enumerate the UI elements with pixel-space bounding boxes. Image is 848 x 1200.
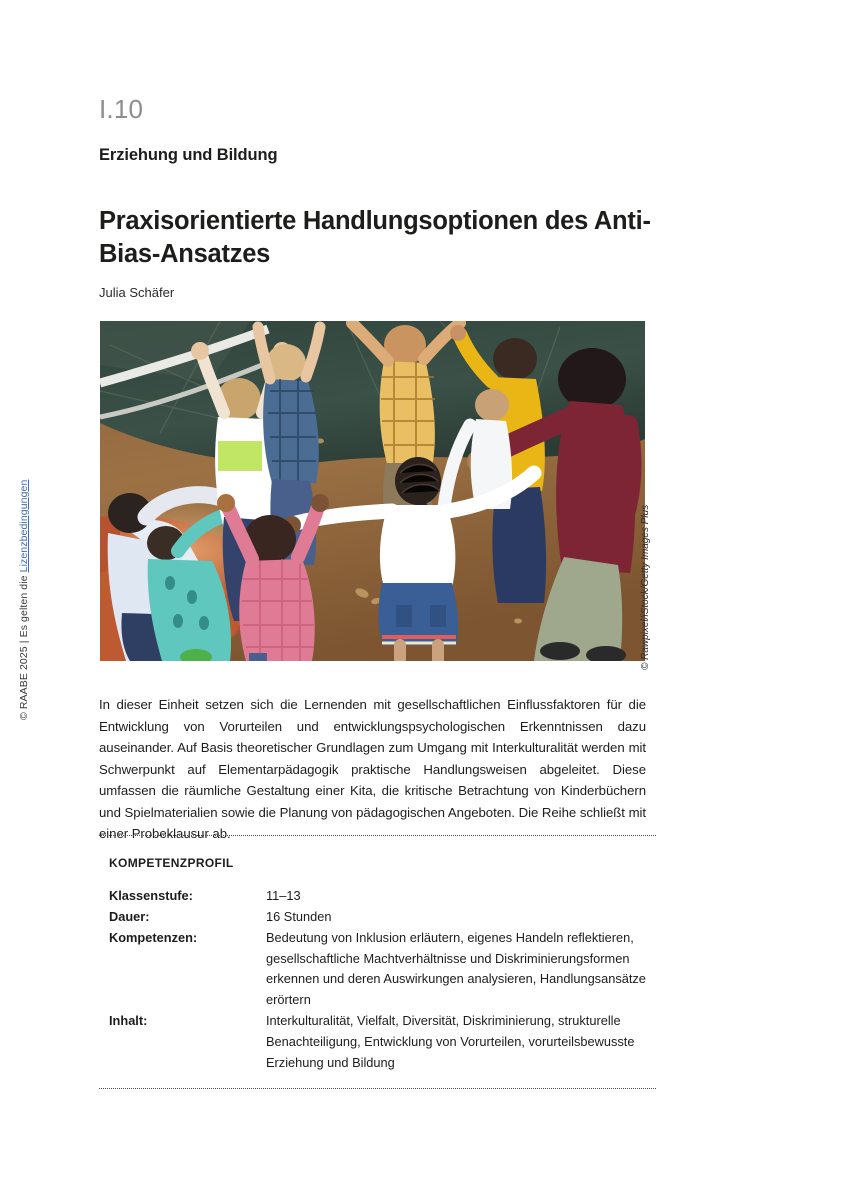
- photo-credit: [640, 455, 671, 670]
- copyright-rail-text: [18, 480, 30, 720]
- divider-top: [99, 835, 656, 836]
- intro-paragraph: In dieser Einheit setzen sich die Lernenden mit gesellschaftlichen Einflussfaktoren für die Entwicklung von Vorurteilen und entwicklungspsychologischen Erkenntnissen dazu auseinander. Auf Basis theoretischer Grundlagen zum Umgang mit Interkulturalität werden mit Schwerpunkt auf Elementarpädagogik praktische Handlungsweisen abgeleitet. Diese umfassen die räumliche Gestaltung einer Kita, die kritische Betrachtung von Kinderbüchern und Spielmaterialien sowie die Planung von pädagogischen Angeboten. Die Reihe schließt mit einer Probeklausur ab.: [99, 697, 646, 842]
- page-title: Praxisorientierte Handlungsoptionen des Anti-Bias-Ansatzes: [99, 207, 651, 269]
- hero-photo: [100, 321, 645, 661]
- author-name: Julia Schäfer: [99, 285, 175, 300]
- competence-profile-heading: KOMPETENZPROFIL: [109, 856, 234, 870]
- copyright-rail-prefix: © RAABE 2025 | Es gelten die: [18, 572, 30, 720]
- row-value: 16 Stunden: [266, 908, 332, 924]
- row-label: Kompetenzen:: [109, 929, 198, 945]
- table-row: [109, 1011, 654, 1074]
- table-row: [109, 886, 654, 907]
- photo-credit-text: © Rawpixel/iStock/Getty Images Plus: [640, 504, 651, 670]
- hero-photo-illustration: [100, 321, 645, 661]
- row-value: Bedeutung von Inklusion erläutern, eigenes Handeln reflektieren, gesellschaftliche Machtverhältnisse und Diskriminierungsformen erkennen und deren Auswirkungen analysieren, Handlungsansätze erörtern: [266, 929, 646, 1008]
- table-row: [109, 907, 654, 928]
- divider-bottom: [99, 1088, 656, 1089]
- row-label: Dauer:: [109, 908, 150, 924]
- table-row: [109, 928, 654, 1011]
- subject-line: Erziehung und Bildung: [99, 146, 278, 164]
- row-value: Interkulturalität, Vielfalt, Diversität, Diskriminierung, strukturelle Benachteiligung, Entwicklung von Vorurteilen, vorurteilsbewusste Erziehung und Bildung: [266, 1013, 635, 1070]
- copyright-rail: [18, 470, 54, 720]
- row-value: 11–13: [266, 888, 301, 903]
- row-label: Inhalt:: [109, 1013, 148, 1029]
- chapter-number: I.10: [99, 94, 144, 124]
- license-conditions-link[interactable]: Lizenzbedingungen: [18, 479, 30, 573]
- row-label: Klassenstufe:: [109, 888, 193, 903]
- competence-profile-table: [109, 886, 654, 1074]
